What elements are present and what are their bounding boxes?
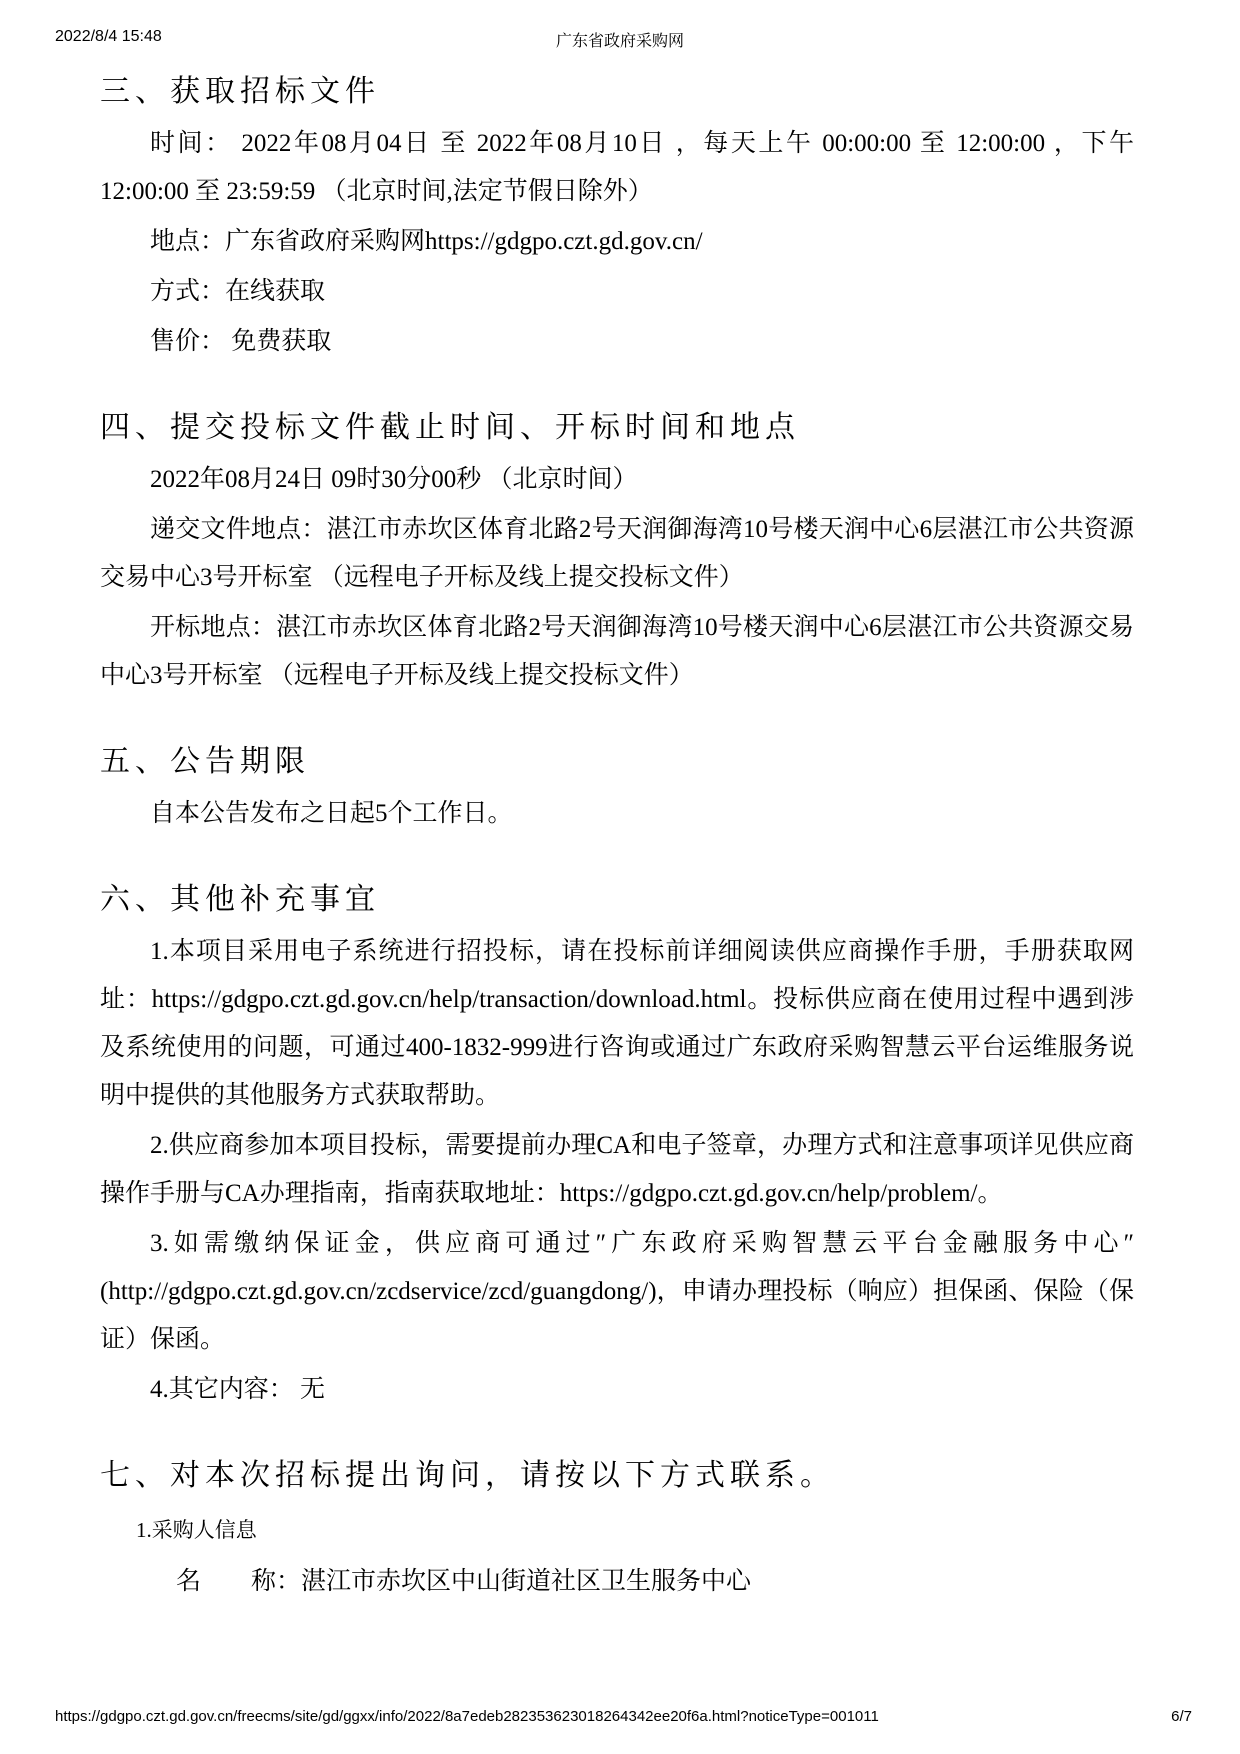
para-supplementary-3: 3.如需缴纳保证金，供应商可通过″广东政府采购智慧云平台金融服务中心″(http://gdgpo.czt.gd.gov.cn/zcdservice/zcd/guangdong/)，申请办理投标（响应）担保函、保险（保证）保函。 (100, 1230, 1134, 1353)
para-deadline-datetime: 2022年08月24日 09时30分00秒 （北京时间） (150, 466, 638, 493)
footer-url: https://gdgpo.czt.gd.gov.cn/freecms/site/gd/ggxx/info/2022/8a7edeb282353623018264342ee20f6a.html?noticeType=001011 (55, 1708, 879, 1725)
para-obtain-method: 方式：在线获取 (150, 278, 326, 305)
para-obtain-price: 售价： 免费获取 (150, 328, 332, 355)
purchaser-info-label: 1.采购人信息 (136, 1518, 257, 1542)
para-supplementary-2: 2.供应商参加本项目投标，需要提前办理CA和电子签章，办理方式和注意事项详见供应商操作手册与CA办理指南，指南获取地址：https://gdgpo.czt.gd.gov.cn/help/problem/。 (100, 1132, 1134, 1207)
section-supplementary (100, 880, 1134, 1414)
para-submit-place: 递交文件地点：湛江市赤坎区体育北路2号天润御海湾10号楼天润中心6层湛江市公共资源交易中心3号开标室 （远程电子开标及线上提交投标文件） (100, 516, 1134, 591)
section-heading-3: 三、获取招标文件 (100, 75, 380, 108)
section-notice-period (100, 742, 1134, 838)
section-submission-opening (100, 408, 1134, 700)
section-heading-7: 七、对本次招标提出询问，请按以下方式联系。 (100, 1459, 835, 1492)
para-notice-period: 自本公告发布之日起5个工作日。 (150, 800, 513, 827)
footer-page-number: 6/7 (1171, 1708, 1192, 1725)
site-title: 广东省政府采购网 (555, 33, 685, 50)
para-obtain-place: 地点：广东省政府采购网https://gdgpo.czt.gd.gov.cn/ (150, 228, 703, 255)
print-footer (55, 1708, 1192, 1728)
section-heading-5: 五、公告期限 (100, 745, 310, 778)
notice-body (100, 58, 1134, 1608)
para-opening-place: 开标地点：湛江市赤坎区体育北路2号天润御海湾10号楼天润中心6层湛江市公共资源交易中心3号开标室 （远程电子开标及线上提交投标文件） (100, 614, 1134, 689)
section-contact (100, 1456, 1134, 1606)
print-timestamp: 2022/8/4 15:48 (55, 28, 162, 45)
purchaser-name-line: 名 称：湛江市赤坎区中山街道社区卫生服务中心 (176, 1568, 752, 1595)
para-obtain-time: 时间： 2022年08月04日 至 2022年08月10日 ，每天上午 00:00:00 至 12:00:00 ，下午 12:00:00 至 23:59:59 （北京时间,法定节假日除外） (100, 130, 1134, 205)
print-header (55, 28, 1185, 50)
para-supplementary-4: 4.其它内容： 无 (150, 1376, 326, 1403)
section-heading-6: 六、其他补充事宜 (100, 883, 380, 916)
section-heading-4: 四、提交投标文件截止时间、开标时间和地点 (100, 411, 800, 444)
para-supplementary-1: 1.本项目采用电子系统进行招投标，请在投标前详细阅读供应商操作手册，手册获取网址：https://gdgpo.czt.gd.gov.cn/help/transaction/download.html。投标供应商在使用过程中遇到涉及系统使用的问题，可通过400-1832-999进行咨询或通过广东政府采购智慧云平台运维服务说明中提供的其他服务方式获取帮助。 (100, 938, 1134, 1109)
section-obtain-documents (100, 72, 1134, 366)
